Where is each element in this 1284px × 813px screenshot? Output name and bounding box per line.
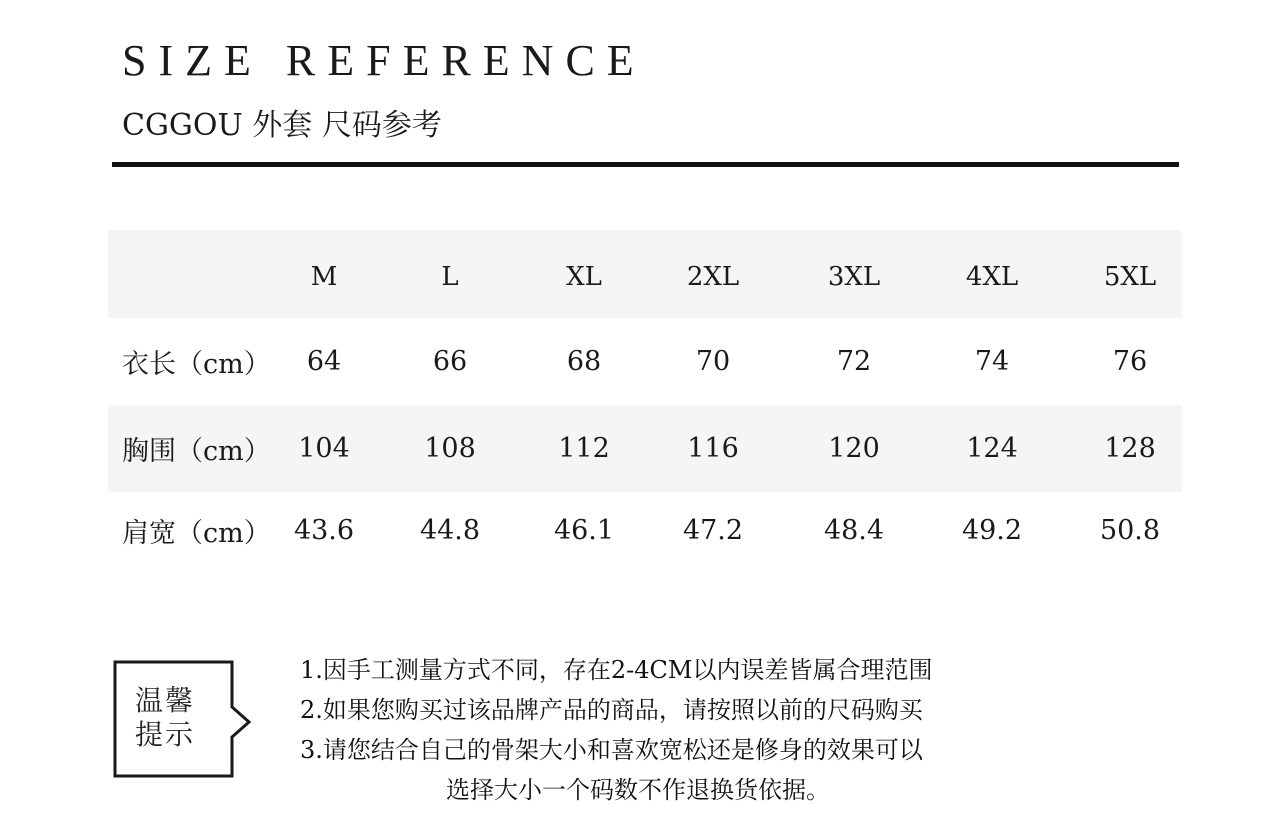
row-label: 衣长（cm） <box>122 349 271 380</box>
table-cell: 66 <box>432 346 468 377</box>
row-label: 肩宽（cm） <box>122 517 271 549</box>
table-cell: 48.4 <box>823 514 885 546</box>
tip-label-line: 温馨 <box>135 684 196 717</box>
table-cell: 68 <box>566 346 602 377</box>
tip-label <box>135 684 215 752</box>
row-label: 胸围（cm） <box>122 436 271 467</box>
note-line: 1.因手工测量方式不同，存在2-4CM以内误差皆属合理范围 <box>300 656 933 684</box>
size-header-cell: 4XL <box>965 262 1019 292</box>
size-header-row <box>108 230 1182 318</box>
tip-label-line: 提示 <box>135 718 196 751</box>
table-row-chest <box>108 405 1182 492</box>
table-cell: 112 <box>558 433 610 464</box>
table-cell: 64 <box>306 346 342 377</box>
table-cell: 46.1 <box>553 514 615 546</box>
table-cell: 124 <box>966 433 1018 464</box>
table-cell: 47.2 <box>682 514 744 546</box>
table-cell: 72 <box>836 346 872 377</box>
table-cell: 43.6 <box>293 514 355 546</box>
size-header-cell: 5XL <box>1103 262 1157 292</box>
size-header-cell: M <box>310 262 338 292</box>
tip-callout-box <box>113 660 233 778</box>
note-line: 选择大小一个码数不作退换货依据。 <box>446 776 830 804</box>
table-cell: 104 <box>298 433 350 464</box>
size-table <box>108 230 1182 568</box>
title-divider <box>112 162 1179 167</box>
page-subtitle: CGGOU 外套 尺码参考 <box>122 108 442 143</box>
size-header-cell: 3XL <box>827 262 881 292</box>
table-cell: 44.8 <box>419 514 481 546</box>
size-header-cell: 2XL <box>686 262 740 292</box>
table-row-shoulder <box>108 492 1182 568</box>
table-cell: 120 <box>828 433 880 464</box>
table-cell: 128 <box>1104 433 1156 464</box>
table-cell: 70 <box>695 346 731 377</box>
note-line: 3.请您结合自己的骨架大小和喜欢宽松还是修身的效果可以 <box>300 736 923 764</box>
table-cell: 74 <box>974 346 1010 377</box>
table-cell: 50.8 <box>1099 514 1161 546</box>
note-line: 2.如果您购买过该品牌产品的商品，请按照以前的尺码购买 <box>300 696 923 724</box>
table-cell: 108 <box>424 433 476 464</box>
table-cell: 116 <box>687 433 739 464</box>
size-header-cell: XL <box>566 262 602 292</box>
table-cell: 76 <box>1112 346 1148 377</box>
page-title: SIZE REFERENCE <box>122 36 646 85</box>
size-header-cell: L <box>441 262 459 292</box>
table-row-length <box>108 318 1182 405</box>
tip-notes <box>300 650 1030 810</box>
table-cell: 49.2 <box>961 514 1023 546</box>
